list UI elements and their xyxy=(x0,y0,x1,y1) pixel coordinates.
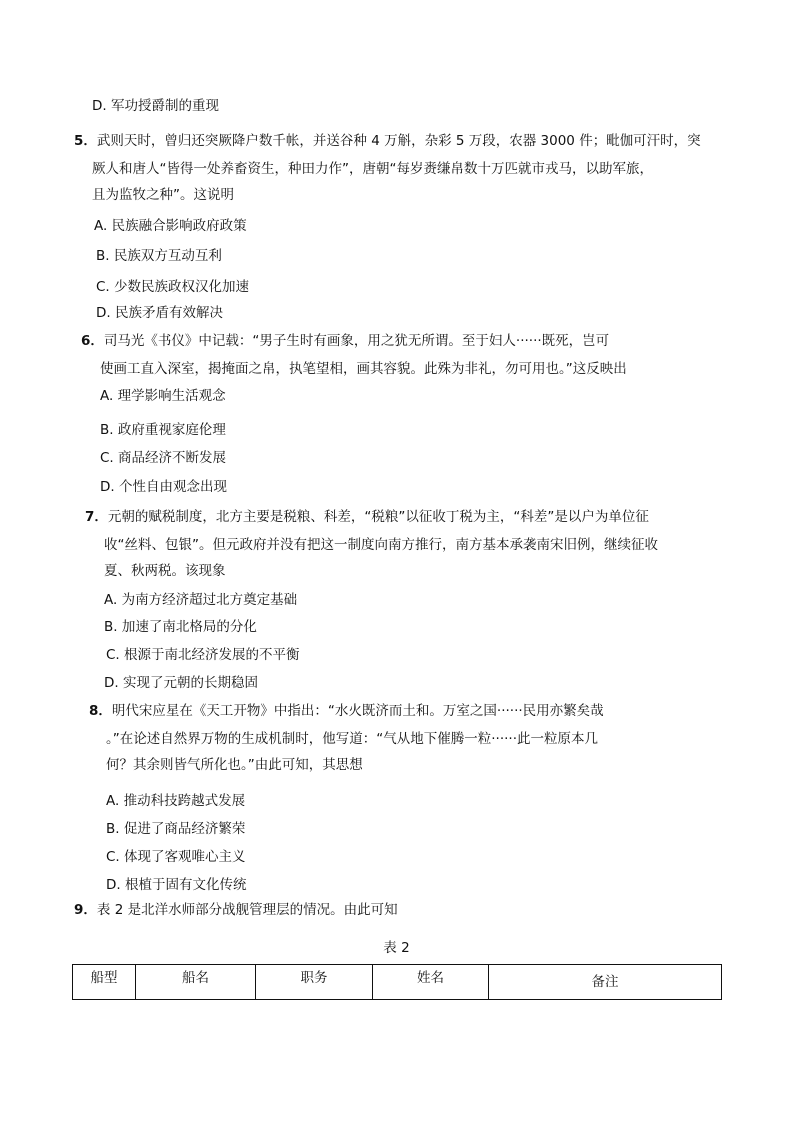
q8-line-2: 。”在论述自然界万物的生成机制时，他写道：“气从地下催腾一粒······此一粒原本几 xyxy=(106,731,598,747)
table2-header-person-name: 姓名 xyxy=(373,965,489,1000)
q8-line-1 xyxy=(89,701,604,721)
q5-line-3: 且为监牧之种”。这说明 xyxy=(92,187,234,203)
q6-line-1 xyxy=(81,331,609,351)
table2-header-ship-name: 船名 xyxy=(136,965,256,1000)
q6-line-2: 使画工直入深室，揭掩面之帛，执笔望相，画其容貌。此殊为非礼，勿可用也。”这反映出 xyxy=(100,361,627,377)
q5-option-a: A. 民族融合影响政府政策 xyxy=(94,218,247,234)
q5-line-1 xyxy=(74,131,701,151)
q5-number: 5． xyxy=(74,133,97,149)
q5-option-c: C. 少数民族政权汉化加速 xyxy=(96,279,250,295)
q7-option-d: D. 实现了元朝的长期稳固 xyxy=(104,675,258,691)
q7-option-c: C. 根源于南北经济发展的不平衡 xyxy=(106,647,300,663)
table2-header-remark: 备注 xyxy=(489,965,722,1000)
q9-number: 9． xyxy=(74,902,97,918)
q9-text-1: 表 2 是北洋水师部分战舰管理层的情况。由此可知 xyxy=(96,902,398,918)
table2-header-ship-type: 船型 xyxy=(73,965,136,1000)
q6-option-b: B. 政府重视家庭伦理 xyxy=(100,422,226,438)
q7-option-b: B. 加速了南北格局的分化 xyxy=(104,619,257,635)
q8-number: 8． xyxy=(89,703,112,719)
table2-header-row xyxy=(73,965,722,1000)
q7-option-a: A. 为南方经济超过北方奠定基础 xyxy=(104,592,298,608)
q7-line-3: 夏、秋两税。该现象 xyxy=(104,563,226,579)
q5-line-2: 厥人和唐人“皆得一处养畜资生，种田力作”，唐朝“每岁赉缣帛数十万匹就市戎马，以助军旅， xyxy=(92,161,653,177)
q7-line-1 xyxy=(85,507,649,527)
q7-number: 7． xyxy=(85,509,108,525)
q5-option-b: B. 民族双方互动互利 xyxy=(96,248,222,264)
q6-option-c: C. 商品经济不断发展 xyxy=(100,450,227,466)
q8-option-b: B. 促进了商品经济繁荣 xyxy=(106,821,246,837)
q8-line-3: 何？其余则皆气所化也。”由此可知，其思想 xyxy=(106,757,363,773)
prev-option-d: D. 军功授爵制的重现 xyxy=(92,98,219,114)
q8-option-d: D. 根植于固有文化传统 xyxy=(106,877,247,893)
q8-text-1: 明代宋应星在《天工开物》中指出：“水火既济而土和。万室之国······民用亦繁矣哉 xyxy=(111,703,604,719)
table2-caption: 表 2 xyxy=(383,940,410,956)
q5-option-d: D. 民族矛盾有效解决 xyxy=(96,305,223,321)
q6-option-d: D. 个性自由观念出现 xyxy=(100,479,227,495)
q7-text-1: 元朝的赋税制度，北方主要是税粮、科差，“税粮”以征收丁税为主，“科差”是以户为单位征 xyxy=(107,509,649,525)
q8-option-c: C. 体现了客观唯心主义 xyxy=(106,849,246,865)
q7-line-2: 收“丝料、包银”。但元政府并没有把这一制度向南方推行，南方基本承袭南宋旧例，继续征收 xyxy=(104,537,658,553)
q6-number: 6． xyxy=(81,333,104,349)
q5-text-1: 武则天时，曾归还突厥降户数千帐，并送谷种 4 万斛，杂彩 5 万段，农器 3000 件；毗伽可汗时，突 xyxy=(96,133,701,149)
q9-line-1 xyxy=(74,900,398,920)
q8-option-a: A. 推动科技跨越式发展 xyxy=(106,793,246,809)
q6-text-1: 司马光《书仪》中记载：“男子生时有画象，用之犹无所谓。至于妇人······既死，岂可 xyxy=(103,333,610,349)
q6-option-a: A. 理学影响生活观念 xyxy=(100,388,226,404)
table2 xyxy=(72,964,722,1000)
table2-header-position: 职务 xyxy=(256,965,373,1000)
